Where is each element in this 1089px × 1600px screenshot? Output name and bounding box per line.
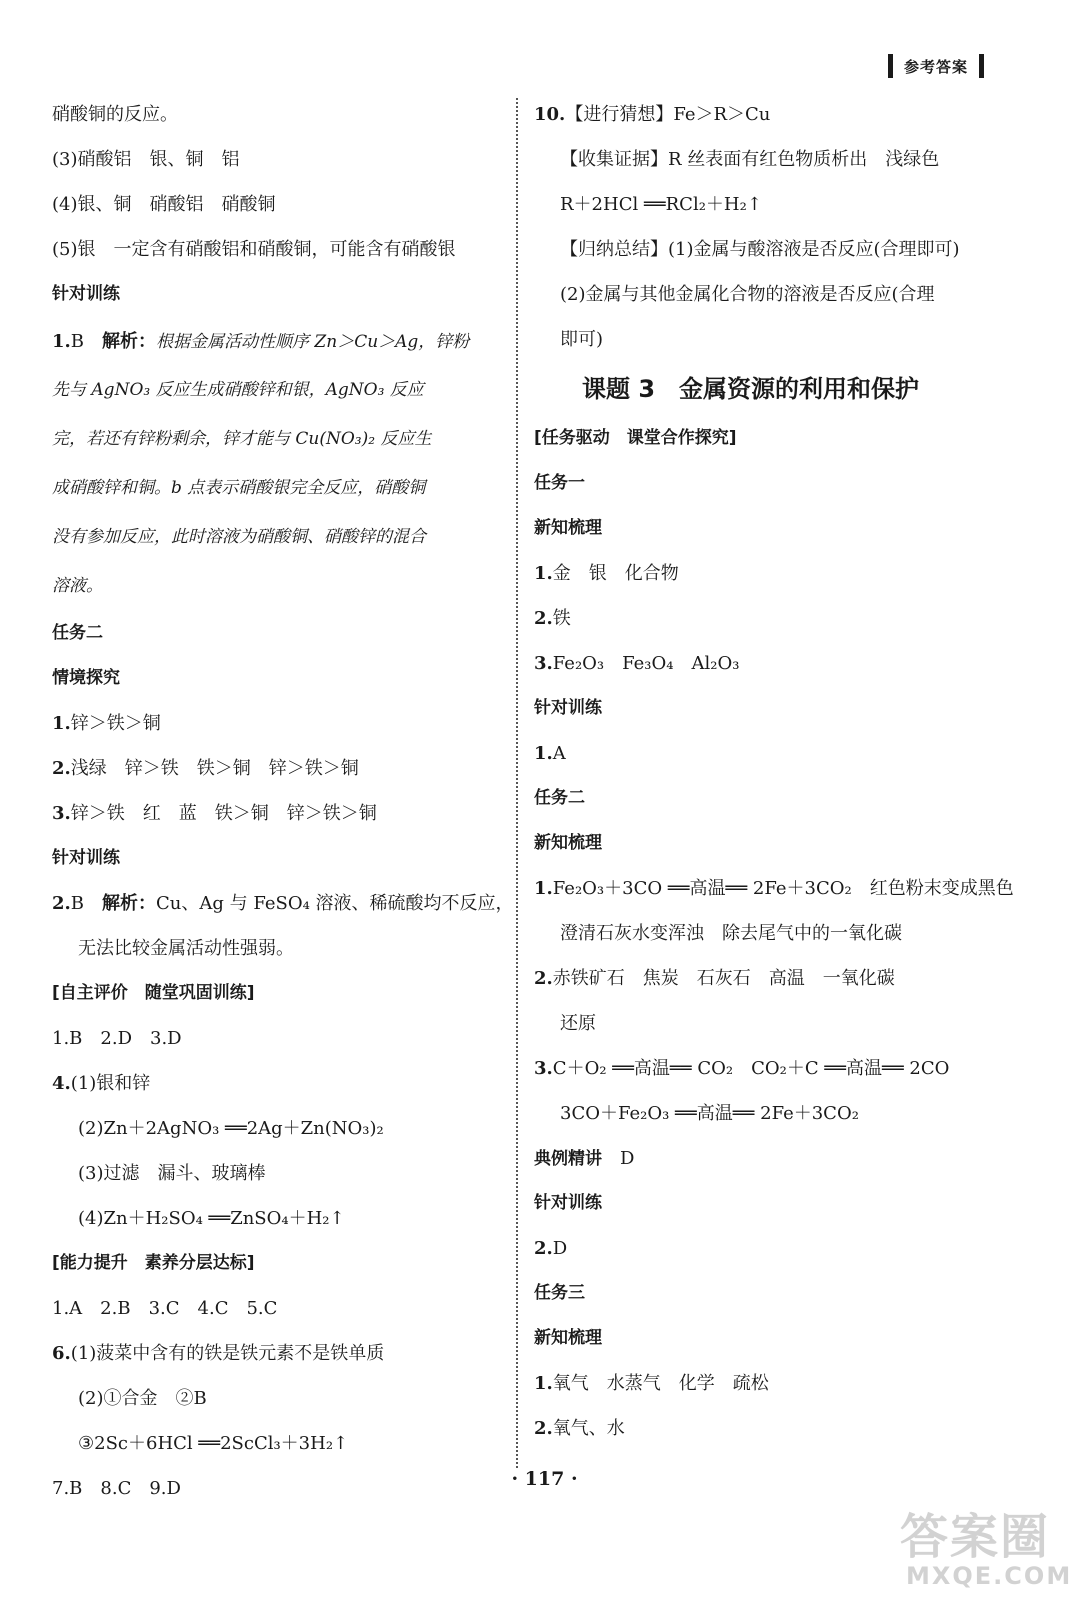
question-number: 2. [534,608,553,629]
question-number: 2. [534,968,553,989]
column-divider [516,98,518,1468]
right-column [534,92,1014,1451]
answer-text: 赤铁矿石 焦炭 石灰石 高温 一氧化碳 [552,968,895,989]
analysis-text: 完，若还有锌粉剩余，锌才能与 Cu(NO₃)₂ 反应生 [52,429,432,449]
analysis-label: 解析： [102,893,157,914]
answer-text: D [602,1148,635,1169]
section-heading: 针对训练 [534,698,602,718]
equation-line: ③2Sc＋6HCl ══2ScCl₃＋3H₂↑ [78,1433,349,1454]
answer-text: A [552,743,566,764]
answer-line: (2)①合金 ②B [78,1388,207,1409]
section-heading: 任务二 [52,623,103,643]
section-heading: [自主评价 随堂巩固训练] [52,983,255,1003]
answer-key-badge [888,52,984,80]
question-number: 1. [534,878,553,899]
analysis-label: 解析： [102,331,157,352]
answer-line [534,596,1004,641]
section-heading: 任务一 [534,473,585,493]
question-number: 1. [534,1373,553,1394]
analysis-text: 溶液。 [52,576,103,596]
analysis-text: 没有参加反应，此时溶液为硝酸铜、硝酸锌的混合 [52,527,426,547]
answer-line [534,641,1004,686]
section-heading: [任务驱动 课堂合作探究] [534,428,737,448]
analysis-text: 根据金属活动性顺序 Zn＞Cu＞Ag，锌粉 [156,332,470,352]
answer-line: (3)硝酸铝 银、铜 铝 [52,149,240,170]
section-heading: 新知梳理 [534,518,602,538]
equation-line: 3CO＋Fe₂O₃ ══高温══ 2Fe＋3CO₂ [560,1103,859,1124]
answer-text: 氧气 水蒸气 化学 疏松 [552,1373,769,1394]
answer-text: 氧气、水 [552,1418,625,1439]
equation-line [534,866,1014,911]
answer-line: 还原 [560,1013,596,1034]
answer-text: (1)菠菜中含有的铁是铁元素不是铁单质 [70,1343,385,1364]
answer-line: 即可) [560,329,604,350]
answer-line: (4)银、铜 硝酸铝 硝酸铜 [52,194,276,215]
section-heading: 任务二 [534,788,585,808]
badge-label: 参考答案 [903,57,968,76]
answer-line [534,92,1004,137]
answer-text: D [552,1238,568,1259]
answer-line: 【归纳总结】(1)金属与酸溶液是否反应(合理即可) [560,239,960,260]
answer-line: 1.A 2.B 3.C 4.C 5.C [52,1298,278,1319]
watermark-text: 答案圈 [900,1509,1051,1565]
answer-line [52,317,504,366]
section-heading: 任务三 [534,1283,585,1303]
answer-line: 7.B 8.C 9.D [52,1478,181,1499]
answer-line: 【收集证据】R 丝表面有红色物质析出 浅绿色 [560,149,940,170]
page-number: · 117 · [511,1468,578,1490]
answer-text: (1)银和锌 [70,1073,151,1094]
question-number: 4. [52,1073,71,1094]
answer-text: 锌＞铁 红 蓝 铁＞铜 锌＞铁＞铜 [70,803,377,824]
question-number: 1. [52,331,71,352]
question-number: 1. [534,563,553,584]
answer-value: B [70,331,103,352]
question-number: 3. [534,1058,553,1079]
answer-line: 1.B 2.D 3.D [52,1028,182,1049]
analysis-text: Cu、Ag 与 FeSO₄ 溶液、稀硫酸均不反应， [156,893,514,914]
question-number: 10. [534,104,566,125]
answer-text: Fe₂O₃＋3CO ══高温══ 2Fe＋3CO₂ 红色粉末变成黑色 [552,878,1014,899]
answer-line: 硝酸铜的反应。 [52,104,178,125]
answer-text: Fe₂O₃ Fe₃O₄ Al₂O₃ [552,653,740,674]
section-heading: 针对训练 [52,284,120,304]
question-number: 2. [534,1238,553,1259]
lesson-title: 课题 3 金属资源的利用和保护 [582,375,920,403]
answer-line [534,551,1004,596]
equation-line [534,1046,1004,1091]
equation-line: (4)Zn＋H₂SO₄ ══ZnSO₄＋H₂↑ [78,1208,345,1229]
answer-line [52,746,504,791]
analysis-text: 成硝酸锌和铜。b 点表示硝酸银完全反应，硝酸铜 [52,478,426,498]
answer-text: 【进行猜想】Fe＞R＞Cu [565,104,771,125]
answer-text: 浅绿 锌＞铁 铁＞铜 锌＞铁＞铜 [70,758,359,779]
answer-line [534,1406,1004,1451]
watermark-logo [892,1498,1082,1594]
question-number: 3. [52,803,71,824]
watermark-url: MXQE.COM [906,1562,1073,1590]
answer-line: (2)金属与其他金属化合物的溶液是否反应(合理 [560,284,935,305]
answer-line [52,1061,504,1106]
answer-line [534,1136,1004,1181]
answer-line [52,791,504,836]
question-number: 3. [534,653,553,674]
answer-value: B [70,893,103,914]
left-column [52,92,514,1511]
answer-line: 澄清石灰水变浑浊 除去尾气中的一氧化碳 [560,923,902,944]
analysis-text: 无法比较金属活动性强弱。 [78,938,294,959]
answer-line [52,1331,504,1376]
section-heading: 针对训练 [52,848,120,868]
answer-line: (3)过滤 漏斗、玻璃棒 [78,1163,266,1184]
section-heading: 新知梳理 [534,833,602,853]
equation-line: R＋2HCl ══RCl₂＋H₂↑ [560,194,762,215]
section-heading: 典例精讲 [534,1149,602,1169]
answer-line [534,731,1004,776]
answer-line [52,881,514,926]
question-number: 1. [534,743,553,764]
answer-line: (5)银 一定含有硝酸铝和硝酸铜，可能含有硝酸银 [52,239,456,260]
question-number: 2. [52,758,71,779]
answer-line [534,1226,1004,1271]
analysis-text: 先与 AgNO₃ 反应生成硝酸锌和银，AgNO₃ 反应 [52,380,424,400]
answer-line [534,956,1004,1001]
answer-text: 铁 [552,608,571,629]
section-heading: 新知梳理 [534,1328,602,1348]
section-heading: 针对训练 [534,1193,602,1213]
question-number: 2. [52,893,71,914]
question-number: 6. [52,1343,71,1364]
answer-text: 金 银 化合物 [552,563,679,584]
question-number: 2. [534,1418,553,1439]
equation-line: (2)Zn＋2AgNO₃ ══2Ag＋Zn(NO₃)₂ [78,1118,384,1139]
section-heading: [能力提升 素养分层达标] [52,1253,255,1273]
question-number: 1. [52,713,71,734]
answer-line [52,701,504,746]
section-heading: 情境探究 [52,668,120,688]
answer-text: C＋O₂ ══高温══ CO₂ CO₂＋C ══高温══ 2CO [552,1058,950,1079]
answer-text: 锌＞铁＞铜 [70,713,161,734]
answer-line [534,1361,1004,1406]
